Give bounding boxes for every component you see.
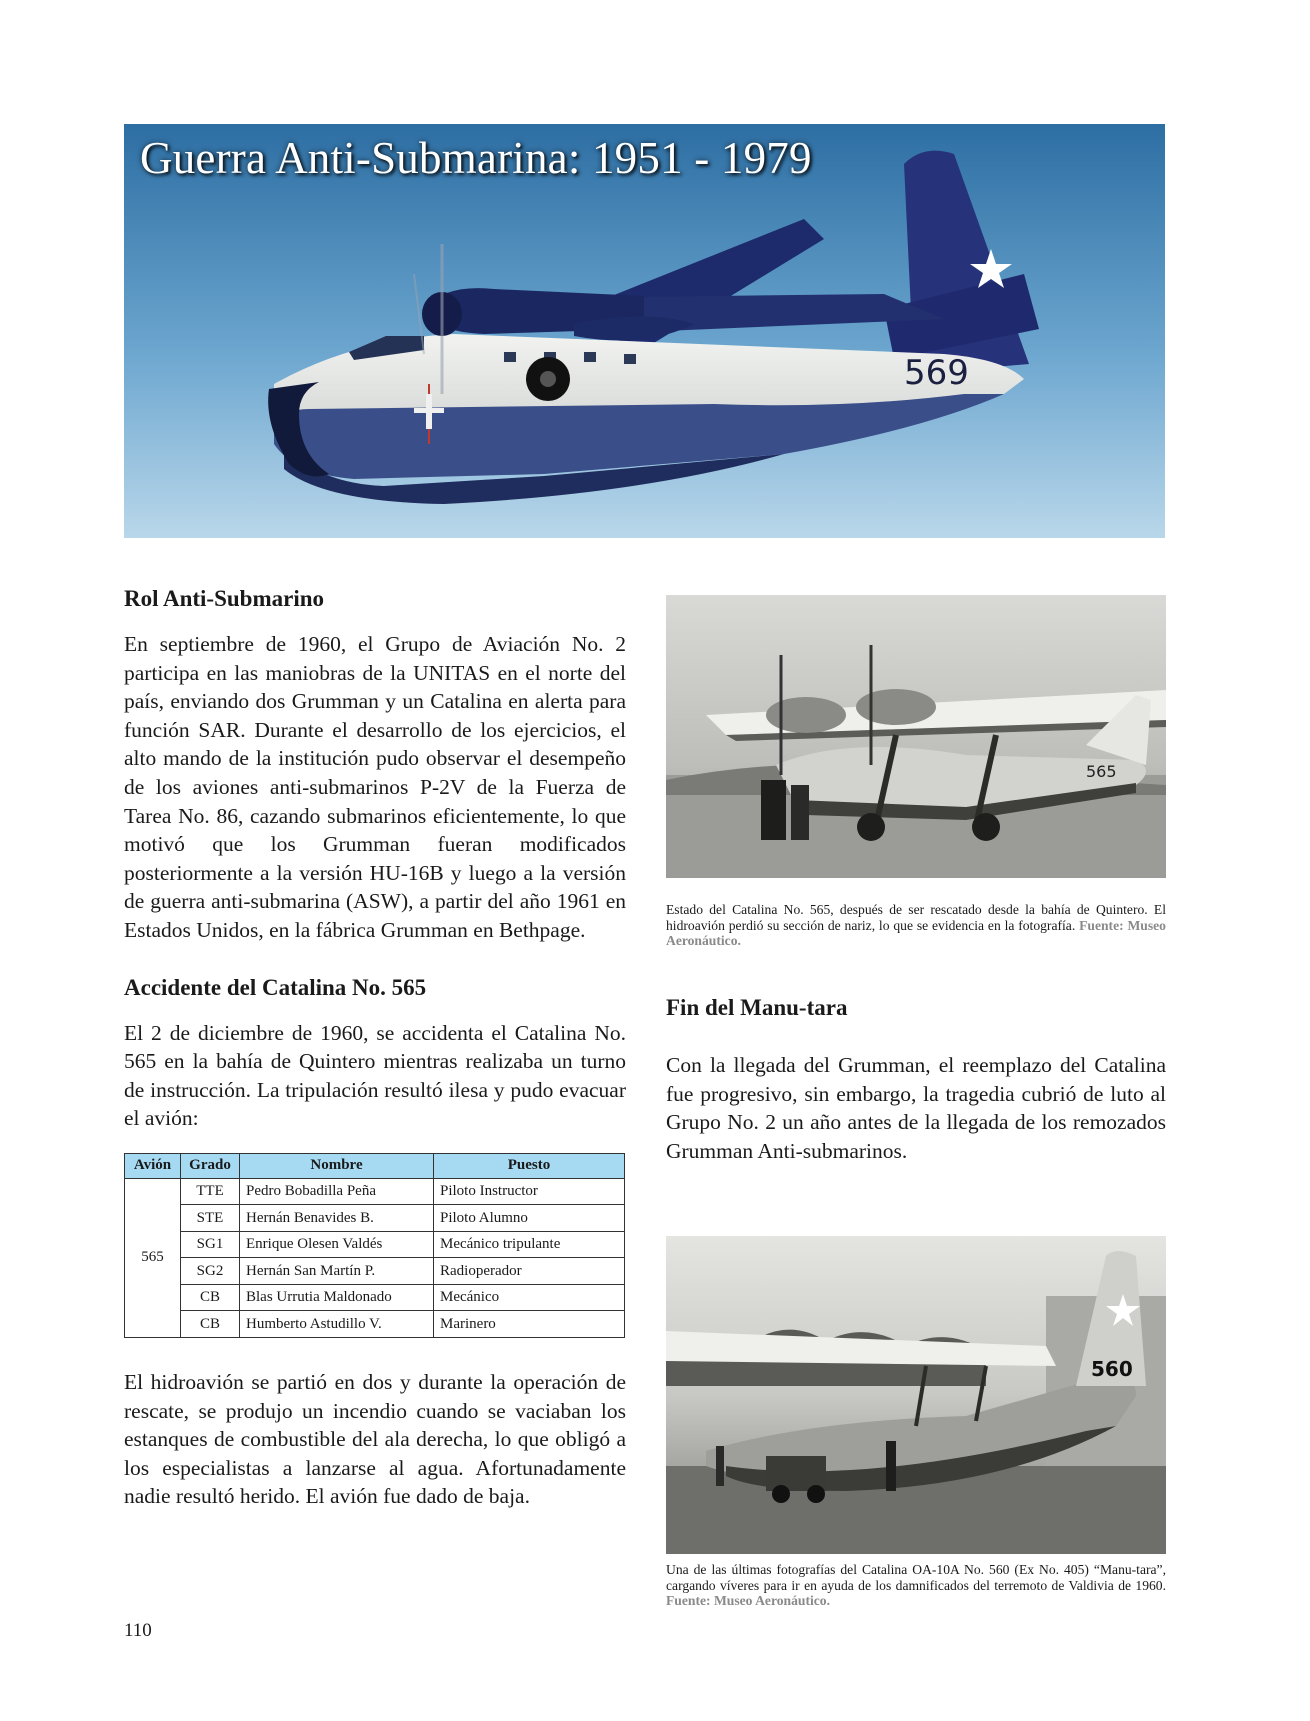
grado-cell: CB	[181, 1284, 240, 1311]
hero-photo	[124, 124, 1165, 538]
header-nombre: Nombre	[240, 1153, 434, 1178]
grado-cell: CB	[181, 1311, 240, 1338]
photo1-tail-number: 565	[1086, 762, 1117, 781]
section-heading-rol-anti-submarino: Rol Anti-Submarino	[124, 586, 325, 611]
header-avion: Avión	[125, 1153, 181, 1178]
table-row	[125, 1258, 625, 1285]
catalina-560-photo	[666, 1236, 1166, 1554]
puesto-cell: Mecánico tripulante	[434, 1231, 625, 1258]
table-row	[125, 1205, 625, 1232]
nombre-cell: Pedro Bobadilla Peña	[240, 1178, 434, 1205]
photo1-source: Fuente: Museo Aeronáutico.	[666, 917, 1166, 948]
nombre-cell: Enrique Olesen Valdés	[240, 1231, 434, 1258]
grumman-albatross-photo	[124, 124, 1165, 538]
section-heading-fin-manu-tara: Fin del Manu-tara	[666, 995, 848, 1020]
page-number: 110	[124, 1620, 152, 1641]
puesto-cell: Mecánico	[434, 1284, 625, 1311]
grado-cell: SG1	[181, 1231, 240, 1258]
puesto-cell: Marinero	[434, 1311, 625, 1338]
section-text-rescate: El hidroavión se partió en dos y durante la operación de rescate, se produjo un incendio cuando se vaciaban los estanques de combustible del ala derecha, lo que obligó a los especialistas a lanzarse al agua. Afortunadamente nadie resultó herido. El avión fue dado de baja.	[124, 1369, 626, 1509]
section-text-rol-anti-submarino: En septiembre de 1960, el Grupo de Aviación No. 2 participa en las maniobras de la UNITAS en el norte del país, enviando dos Grumman y un Catalina en alerta para función SAR. Durante el desarrollo de los ejercicios, el alto mando de la institución pudo observar el desempeño de los aviones anti-submarinos P-2V de la Fuerza de Tarea No. 86, cazando submarinos eficientemente, lo que motivó que los Grumman fueran modificados posteriormente a la versión HU-16B y luego a la versión de guerra anti-submarina (ASW), a partir del año 1961 en Estados Unidos, en la fábrica Grumman en Bethpage.	[124, 632, 626, 942]
table-row	[125, 1231, 625, 1258]
photo2-tail-number: 560	[1091, 1357, 1133, 1381]
crew-table-header	[125, 1153, 625, 1178]
section-heading-accidente: Accidente del Catalina No. 565	[124, 974, 427, 1000]
left-column	[124, 586, 626, 1511]
puesto-cell: Piloto Alumno	[434, 1205, 625, 1232]
grado-cell: SG2	[181, 1258, 240, 1285]
grado-cell: TTE	[181, 1178, 240, 1205]
puesto-cell: Piloto Instructor	[434, 1178, 625, 1205]
right-column-text	[666, 995, 1166, 1165]
nombre-cell: Humberto Astudillo V.	[240, 1311, 434, 1338]
crew-table	[124, 1153, 625, 1338]
header-puesto: Puesto	[434, 1153, 625, 1178]
photo1-caption	[666, 902, 1166, 949]
aircraft-cell: 565	[125, 1178, 181, 1337]
header-grado: Grado	[181, 1153, 240, 1178]
photo2-caption	[666, 1562, 1166, 1609]
grado-cell: STE	[181, 1205, 240, 1232]
nombre-cell: Hernán Benavides B.	[240, 1205, 434, 1232]
section-text-accidente: El 2 de diciembre de 1960, se accidenta el Catalina No. 565 en la bahía de Quintero mientras realizaba un turno de instrucción. La tripulación resultó ilesa y pudo evacuar el avión:	[124, 1020, 626, 1131]
photo1-caption-text: Estado del Catalina No. 565, después de ser rescatado desde la bahía de Quintero. El hidroavión perdió su sección de nariz, lo que se evidencia en la fotografía.	[666, 902, 1166, 933]
table-row	[125, 1311, 625, 1338]
section-text-fin-manu-tara: Con la llegada del Grumman, el reemplazo del Catalina fue progresivo, sin embargo, la tragedia cubrió de luto al Grupo No. 2 un año antes de la llegada de los remozados Grumman Anti-submarinos.	[666, 1053, 1166, 1163]
photo2-caption-text: Una de las últimas fotografías del Catalina OA-10A No. 560 (Ex No. 405) “Manu-tara”, cargando víveres para ir en ayuda de los damnificados del terremoto de Valdivia de 1960.	[666, 1562, 1166, 1593]
photo2-source: Fuente: Museo Aeronáutico.	[666, 1593, 830, 1608]
table-row	[125, 1284, 625, 1311]
puesto-cell: Radioperador	[434, 1258, 625, 1285]
table-row	[125, 1178, 625, 1205]
nombre-cell: Blas Urrutia Maldonado	[240, 1284, 434, 1311]
catalina-565-photo	[666, 595, 1166, 878]
nombre-cell: Hernán San Martín P.	[240, 1258, 434, 1285]
hero-aircraft-number: 569	[904, 353, 969, 393]
page-title: Guerra Anti-Submarina: 1951 - 1979	[140, 133, 812, 183]
